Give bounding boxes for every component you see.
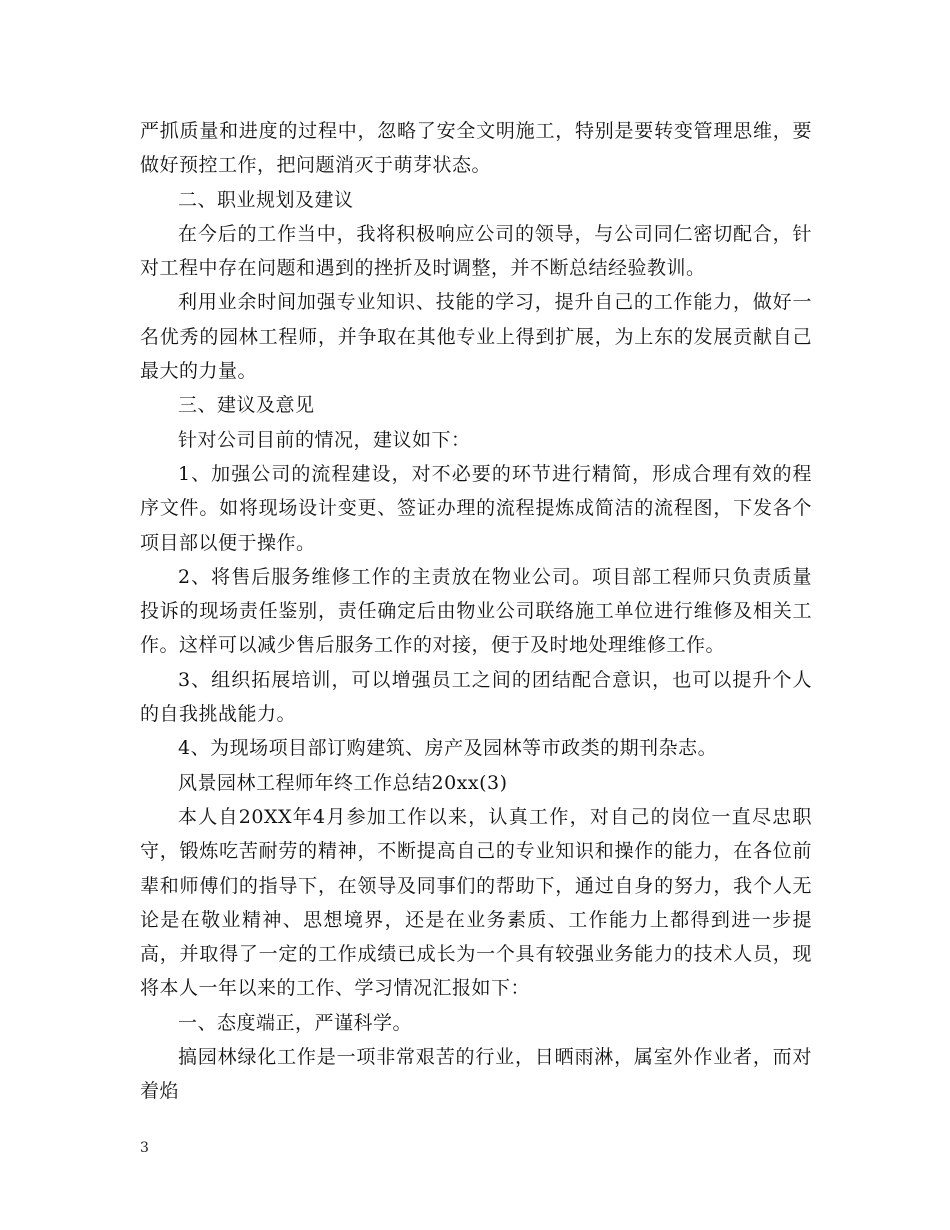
section-heading-career-plan: 二、职业规划及建议 (178, 188, 354, 211)
paragraph: 在今后的工作当中，我将积极响应公司的领导，与公司同仁密切配合，针对工程中存在问题和遇到的挫折及时调整，并不断总结经验教训。 (140, 222, 812, 280)
paragraph: 搞园林绿化工作是一项非常艰苦的行业，日晒雨淋，属室外作业者，而对着焰 (140, 1046, 812, 1103)
document-subtitle: 风景园林工程师年终工作总结20xx(3) (178, 771, 508, 794)
list-item-4: 4、为现场项目部订购建筑、房产及园林等市政类的期刊杂志。 (178, 737, 718, 760)
list-item-3: 3、组织拓展培训，可以增强员工之间的团结配合意识，也可以提升个人的自我挑战能力。 (140, 668, 812, 726)
paragraph: 针对公司目前的情况，建议如下： (178, 428, 471, 451)
paragraph-continuation: 严抓质量和进度的过程中，忽略了安全文明施工，特别是要转变管理思维，要做好预控工作，把问题消灭于萌芽状态。 (140, 120, 812, 177)
document-body (140, 114, 812, 1109)
section-heading-suggestions: 三、建议及意见 (178, 394, 315, 417)
list-item-1: 1、加强公司的流程建设，对不必要的环节进行精简，形成合理有效的程序文件。如将现场设计变更、签证办理的流程提炼成简洁的流程图，下发各个项目部以便于操作。 (140, 462, 812, 554)
page-number: 3 (140, 1140, 149, 1156)
paragraph: 利用业余时间加强专业知识、技能的学习，提升自己的工作能力，做好一名优秀的园林工程师，并争取在其他专业上得到扩展，为上东的发展贡献自己最大的力量。 (140, 291, 812, 383)
paragraph: 本人自20XX年4月参加工作以来，认真工作，对自己的岗位一直尽忠职守，锻炼吃苦耐劳的精神，不断提高自己的专业知识和操作的能力，在各位前辈和师傅们的指导下，在领导及同事们的帮助下，通过自身的努力，我个人无论是在敬业精神、思想境界，还是在业务素质、工作能力上都得到进一步提高，并取得了一定的工作成绩已成长为一个具有较强业务能力的技术人员，现将本人一年以来的工作、学习情况汇报如下： (140, 805, 812, 1000)
list-item-2: 2、将售后服务维修工作的主责放在物业公司。项目部工程师只负责质量投诉的现场责任鉴别，责任确定后由物业公司联络施工单位进行维修及相关工作。这样可以减少售后服务工作的对接，便于及时地处理维修工作。 (140, 565, 812, 657)
section-heading-attitude: 一、态度端正，严谨科学。 (178, 1011, 413, 1034)
